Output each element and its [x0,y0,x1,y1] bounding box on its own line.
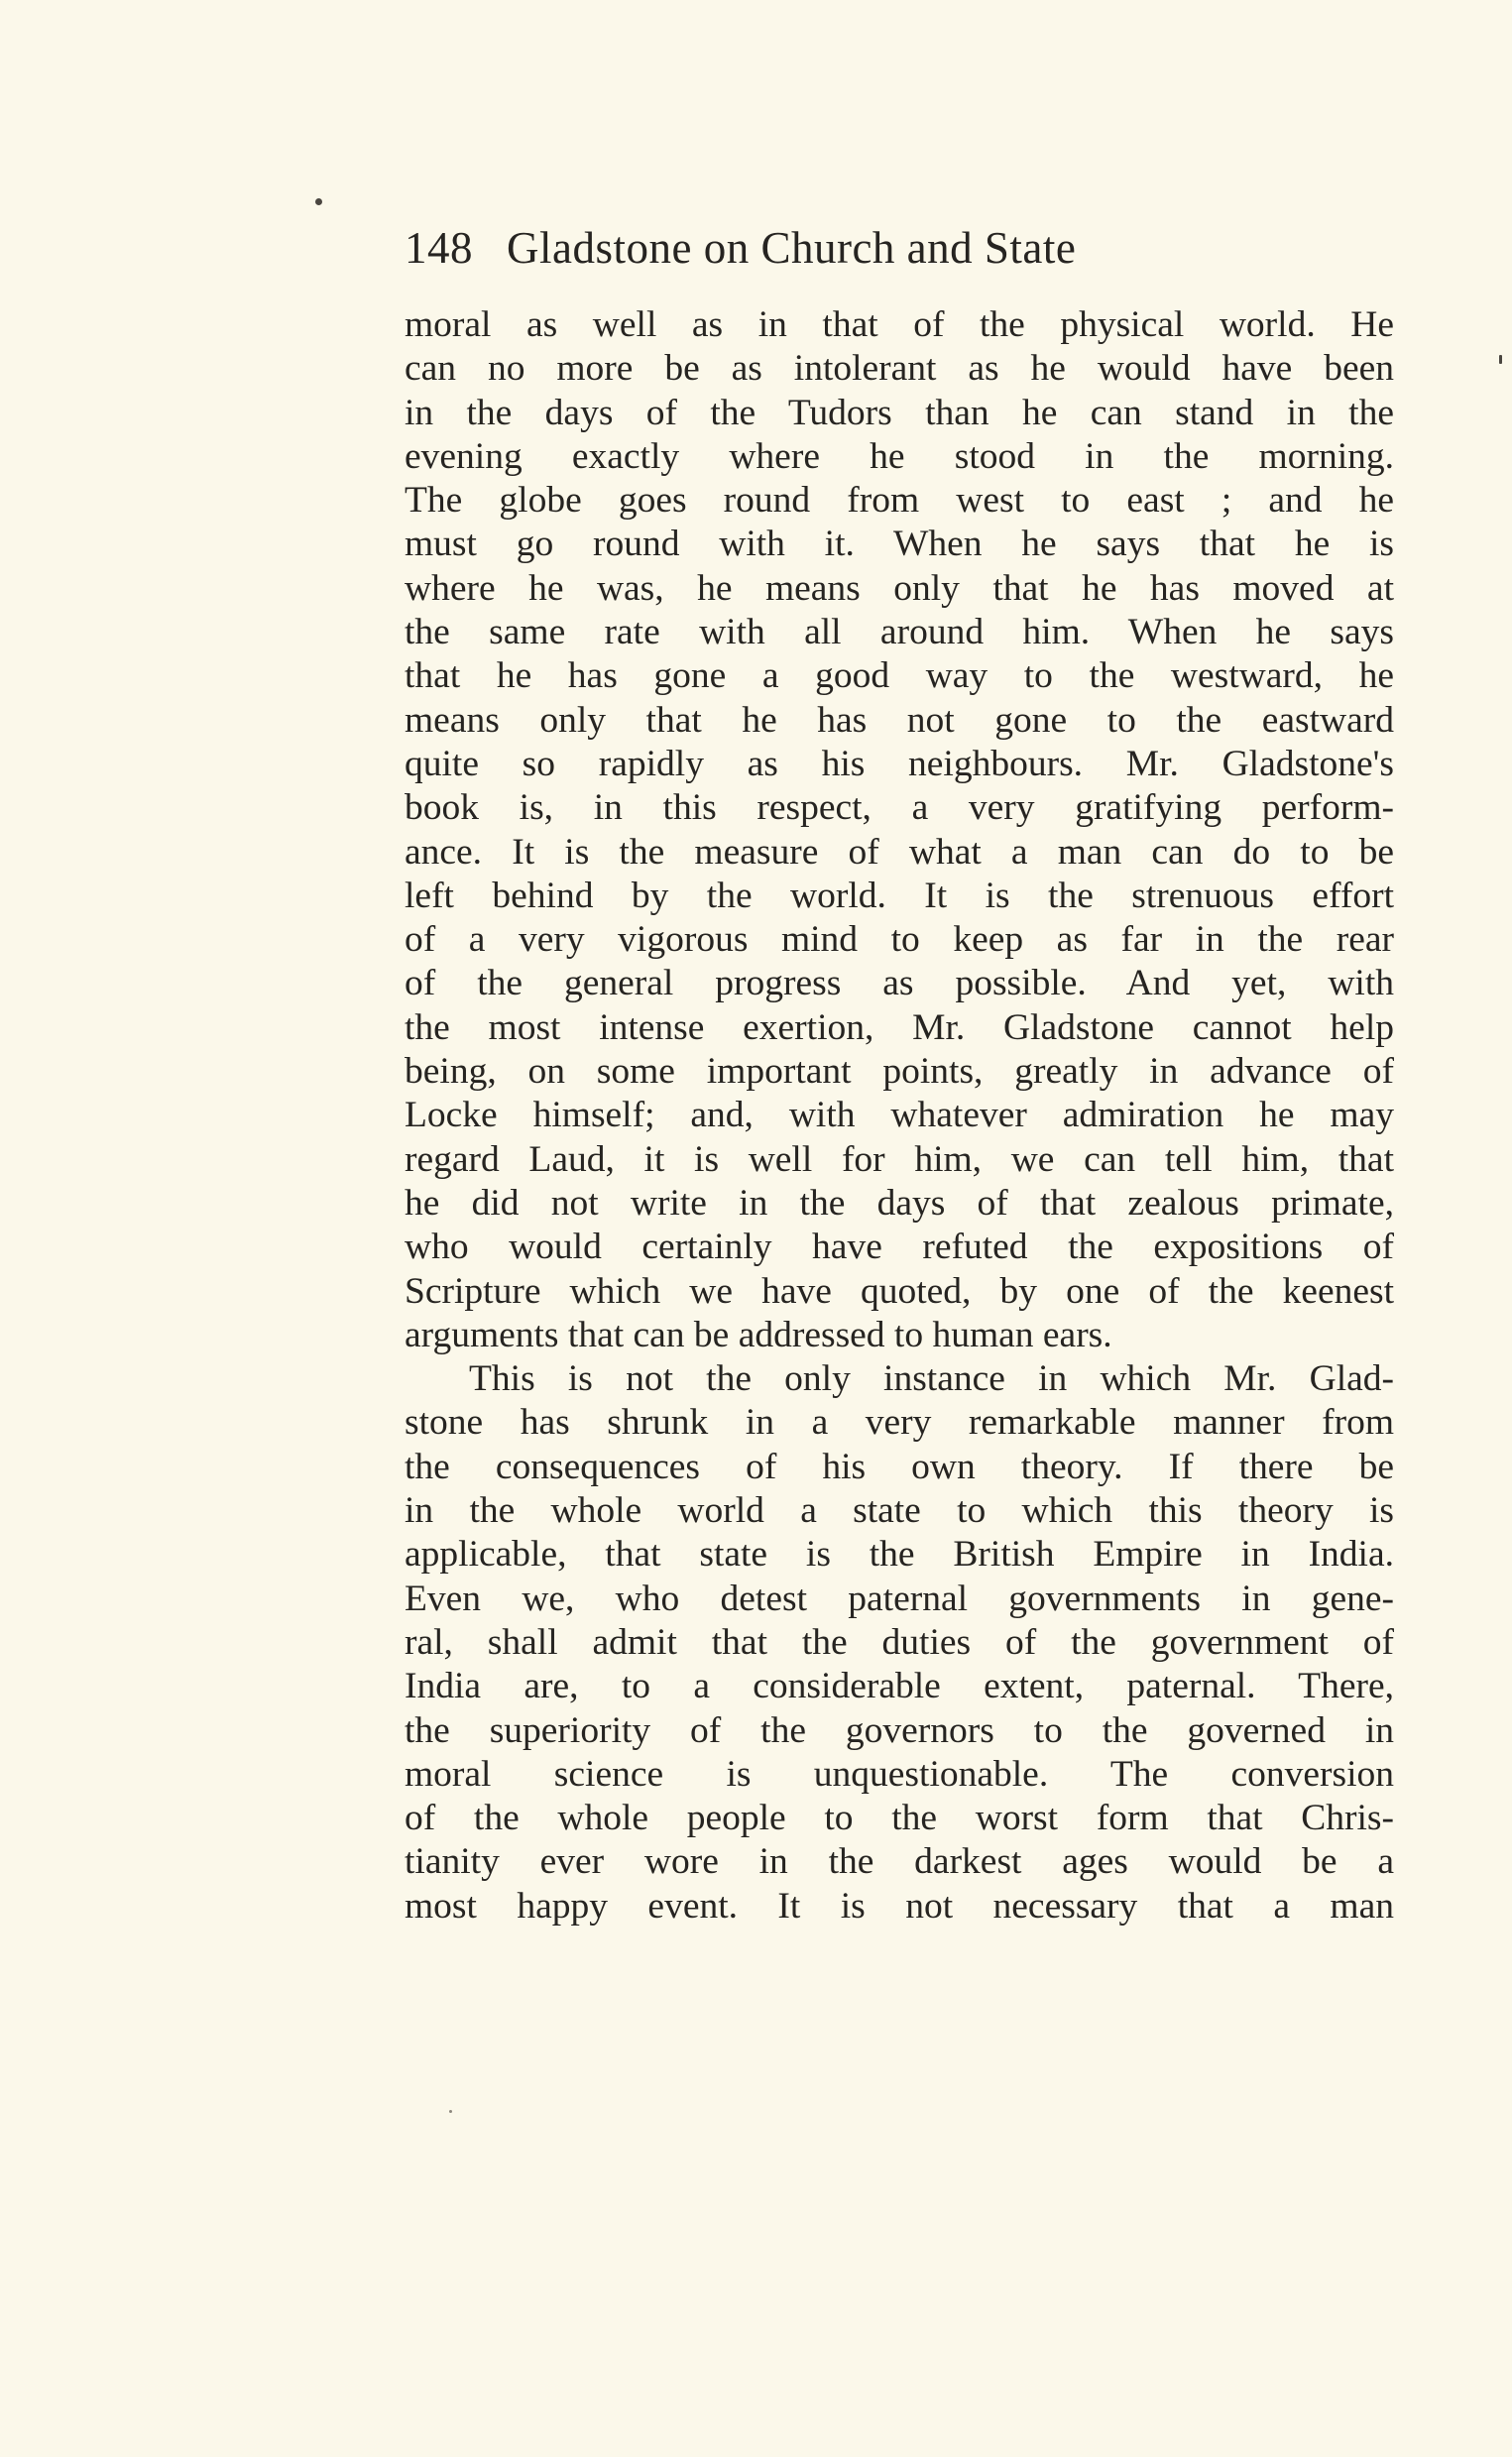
text-line: stone has shrunk in a very remarkable manner from [405,1402,1394,1444]
text-line: where he was, he means only that he has moved at [405,567,1394,609]
text-line: the same rate with all around him. When he says [405,612,1394,653]
text-line: left behind by the world. It is the strenuous effort [405,875,1394,916]
text-line: India are, to a considerable extent, paternal. There, [405,1666,1394,1707]
text-line: Locke himself; and, with whatever admiration he may [405,1095,1394,1136]
text-line: most happy event. It is not necessary that a man [405,1885,1394,1927]
text-line: he did not write in the days of that zealous primate, [405,1182,1394,1224]
text-line: ral, shall admit that the duties of the government of [405,1621,1394,1663]
margin-dot-mark [315,198,322,205]
text-line: of the whole people to the worst form that Chris- [405,1798,1394,1839]
text-line: that he has gone a good way to the westward, he [405,655,1394,697]
running-title: Gladstone on Church and State [507,223,1077,273]
text-line: means only that he has not gone to the eastward [405,699,1394,741]
text-line: of the general progress as possible. And yet, with [405,963,1394,1004]
running-header [405,216,1267,280]
text-line: the consequences of his own theory. If there be [405,1446,1394,1487]
text-line: Even we, who detest paternal governments in gene- [405,1578,1394,1619]
text-line: can no more be as intolerant as he would have been [405,348,1394,390]
text-line: evening exactly where he stood in the morning. [405,435,1394,477]
text-line: must go round with it. When he says that he is [405,524,1394,565]
text-line: regard Laud, it is well for him, we can tell him, that [405,1138,1394,1180]
text-line: being, on some important points, greatly in advance of [405,1051,1394,1093]
text-line: the most intense exertion, Mr. Gladstone cannot help [405,1006,1394,1048]
text-line: applicable, that state is the British Empire in India. [405,1534,1394,1576]
paragraph-end-line: arguments that can be addressed to human ears. [405,1314,1112,1355]
text-line: in the whole world a state to which this theory is [405,1490,1394,1532]
text-line: in the days of the Tudors than he can stand in the [405,392,1394,433]
text-line: ance. It is the measure of what a man can do to be [405,831,1394,873]
text-line: of a very vigorous mind to keep as far in the rear [405,919,1394,961]
text-line: who would certainly have refuted the expositions of [405,1227,1394,1268]
edge-speck [1499,355,1502,364]
lower-speck [449,2110,452,2113]
text-line: book is, in this respect, a very gratifying perform- [405,787,1394,829]
text-line: moral science is unquestionable. The conversion [405,1753,1394,1795]
page-number: 148 [405,223,473,273]
paragraph-start-line: This is not the only instance in which Mr. Glad- [469,1358,1394,1400]
text-line: moral as well as in that of the physical world. He [405,304,1394,345]
text-line: tianity ever wore in the darkest ages would be a [405,1841,1394,1883]
text-line: Scripture which we have quoted, by one of the keenest [405,1270,1394,1312]
text-line: quite so rapidly as his neighbours. Mr. Gladstone's [405,743,1394,784]
text-line: the superiority of the governors to the governed in [405,1709,1394,1751]
text-line: The globe goes round from west to east ; and he [405,480,1394,522]
body-text [405,303,1394,1929]
